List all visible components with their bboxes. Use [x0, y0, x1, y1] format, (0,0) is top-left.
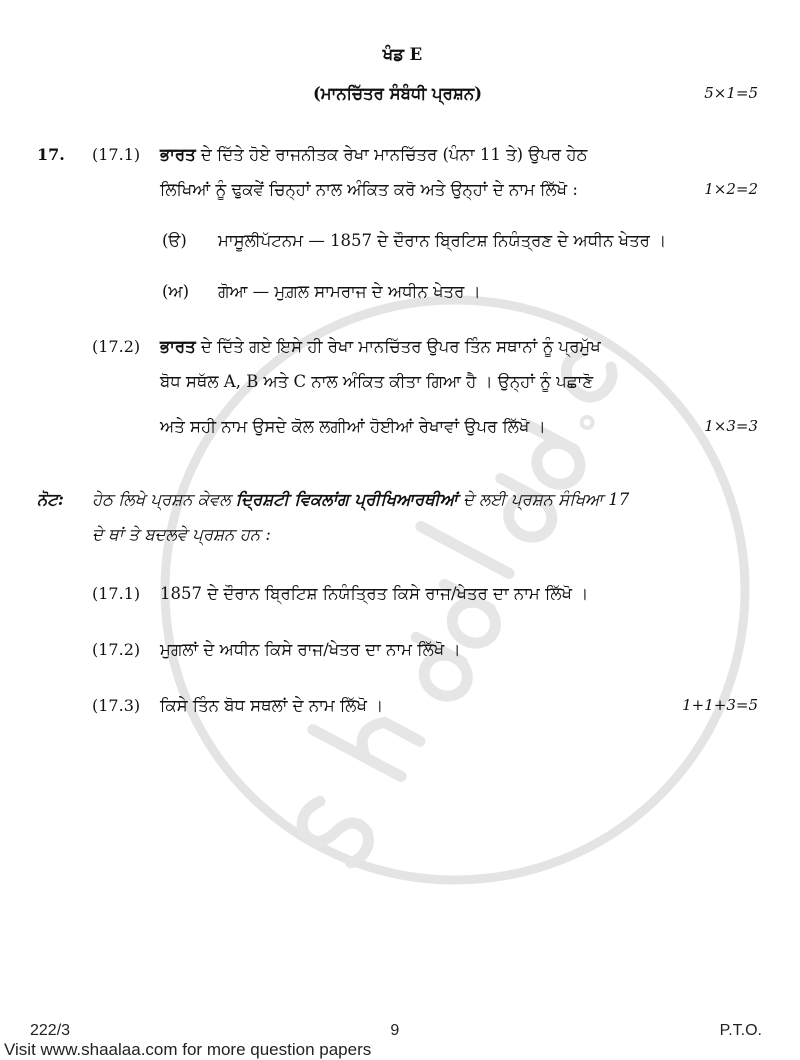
alt-q3-text: ਕਿਸੇ ਤਿੰਨ ਬੋਧ ਸਥਲਾਂ ਦੇ ਨਾਮ ਲਿੱਖੋ । — [160, 696, 384, 715]
question-17-2 — [37, 329, 758, 444]
section-title: ਖੰਡ E — [382, 45, 423, 64]
q2-line1: ਭਾਰਤ ਦੇ ਦਿੱਤੇ ਗਏ ਇਸੇ ਹੀ ਰੇਖਾ ਮਾਨਚਿੱਤਰ ਉਪਰ ਤਿੰਨ ਸਥਾਨਾਂ ਨੂੰ ਪ੍ਰਮੁੱਖ — [160, 337, 601, 356]
question-number: 17. — [37, 145, 65, 164]
alt-q2 — [37, 632, 758, 667]
question-page — [37, 40, 758, 723]
q2-label: (17.2) — [92, 337, 141, 356]
section-marks: 5×1=5 — [704, 84, 758, 102]
alt-marks: 1+1+3=5 — [682, 696, 758, 714]
q2-marks: 1×3=3 — [704, 417, 758, 435]
note-line2: ਦੇ ਥਾਂ ਤੇ ਬਦਲਵੇ ਪ੍ਰਸ਼ਨ ਹਨ : — [92, 525, 271, 544]
question-17-1 — [37, 137, 758, 309]
q1-item-a-label: (ੳ) — [162, 231, 187, 250]
q1-line2: ਲਿਖਿਆਂ ਨੂੰ ਢੁਕਵੇਂ ਚਿਨ੍ਹਾਂ ਨਾਲ ਅੰਕਿਤ ਕਰੋ ਅਤੇ ਉਨ੍ਹਾਂ ਦੇ ਨਾਮ ਲਿੱਖੋ : — [160, 180, 578, 199]
section-subtitle-row — [37, 76, 758, 111]
q1-marks: 1×2=2 — [704, 180, 758, 198]
q1-label: (17.1) — [92, 145, 141, 164]
q1-line1: ਭਾਰਤ ਦੇ ਦਿੱਤੇ ਹੋਏ ਰਾਜਨੀਤਕ ਰੇਖਾ ਮਾਨਚਿੱਤਰ (ਪੰਨਾ 11 ਤੇ) ਉਪਰ ਹੇਠ — [160, 145, 588, 164]
pto-label: P.T.O. — [719, 1022, 762, 1039]
q1-item-b-label: (ਅ) — [162, 282, 190, 301]
q2-line3: ਅਤੇ ਸਹੀ ਨਾਮ ਉਸਦੇ ਕੋਲ ਲਗੀਆਂ ਹੋਈਆਂ ਰੇਖਾਵਾਂ ਉਪਰ ਲਿੱਖੋ । — [160, 417, 546, 436]
alt-q1 — [37, 576, 758, 611]
alt-q2-text: ਮੁਗਲਾਂ ਦੇ ਅਧੀਨ ਕਿਸੇ ਰਾਜ/ਖੇਤਰ ਦਾ ਨਾਮ ਲਿੱਖੋ । — [160, 640, 461, 659]
q1-item-b-text: ਗੋਆ — ਮੁਗ਼ਲ ਸਾਮਰਾਜ ਦੇ ਅਧੀਨ ਖੇਤਰ । — [218, 282, 481, 301]
alt-q3 — [37, 688, 758, 723]
alt-q1-text: 1857 ਦੇ ਦੌਰਾਨ ਬ੍ਰਿਟਿਸ਼ ਨਿਯੰਤ੍ਰਿਤ ਕਿਸੇ ਰਾਜ/ਖੇਤਰ ਦਾ ਨਾਮ ਲਿੱਖੋ । — [160, 584, 589, 603]
q1-item-a — [160, 223, 758, 258]
q2-line2: ਬੋਧ ਸਥੱਲ A, B ਅਤੇ C ਨਾਲ ਅੰਕਿਤ ਕੀਤਾ ਗਿਆ ਹੈ । ਉਨ੍ਹਾਂ ਨੂੰ ਪਛਾਣੋ — [160, 372, 594, 391]
note — [37, 482, 758, 552]
note-line1: ਹੇਠ ਲਿਖੇ ਪ੍ਰਸ਼ਨ ਕੇਵਲ ਦ੍ਰਿਸ਼ਟੀ ਵਿਕਲਾਂਗ ਪ੍ਰੀਖਿਆਰਥੀਆਂ ਦੇ ਲਈ ਪ੍ਰਸ਼ਨ ਸੰਖਿਆ 17 — [92, 490, 630, 509]
visit-link[interactable]: Visit www.shaalaa.com for more question papers — [4, 1040, 372, 1059]
paper-code: 222/3 — [30, 1022, 71, 1039]
alt-q2-label: (17.2) — [92, 640, 141, 659]
footer — [0, 1022, 800, 1059]
q1-item-a-text: ਮਾਸੂਲੀਪੱਟਨਮ — 1857 ਦੇ ਦੌਰਾਨ ਬ੍ਰਿਟਿਸ਼ ਨਿਯੰਤ੍ਰਣ ਦੇ ਅਧੀਨ ਖੇਤਰ । — [218, 231, 667, 250]
alt-q1-label: (17.1) — [92, 584, 141, 603]
note-label: ਨੋਟ: — [37, 490, 64, 509]
section-subtitle: (ਮਾਨਚਿੱਤਰ ਸੰਬੰਧੀ ਪ੍ਰਸ਼ਨ) — [312, 84, 483, 103]
alternate-questions — [37, 576, 758, 723]
q1-item-b — [160, 274, 758, 309]
page-number: 9 — [390, 1022, 400, 1039]
alt-q3-label: (17.3) — [92, 696, 141, 715]
